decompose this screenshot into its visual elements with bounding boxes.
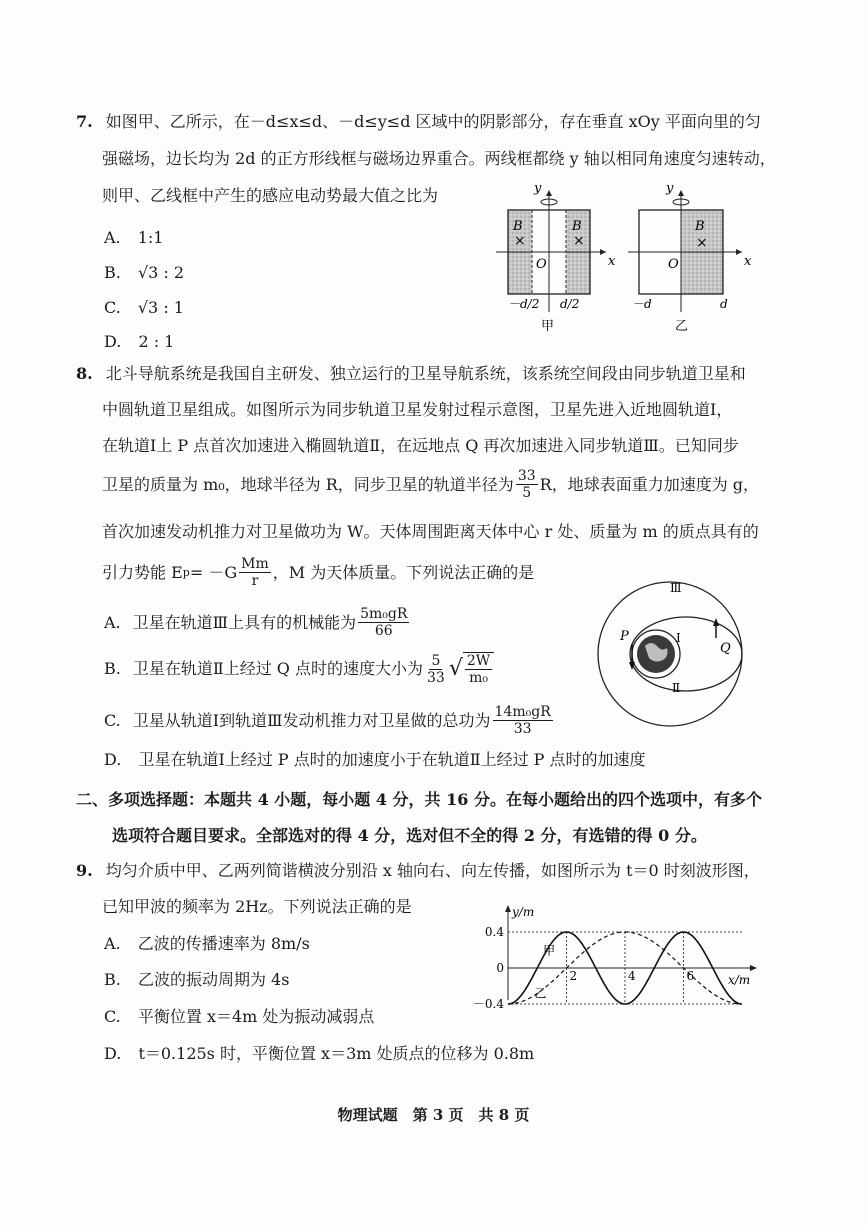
q9-line-2: 已知甲波的频率为 2Hz。下列说法正确的是	[102, 897, 412, 916]
q7-option-d-label: D.	[104, 332, 122, 351]
q8-option-a-den: 66	[374, 623, 393, 640]
orbit3-label: Ⅲ	[670, 581, 682, 595]
q7-line-2: 强磁场，边长均为 2d 的正方形线框与磁场边界重合。两线框都绕 y 轴以相同角速度匀速转动，	[102, 149, 776, 168]
q7-line-1	[76, 114, 761, 130]
q8-option-a-num: 5m₀gR	[360, 606, 408, 622]
q9-option-b-text: 乙波的振动周期为 4s	[137, 970, 290, 989]
jia-cross-left: ×	[514, 233, 526, 249]
q7-option-c-label: C.	[104, 298, 121, 317]
q8-frac6-num: Mm	[241, 556, 269, 572]
q8-line-1	[76, 366, 746, 382]
wave-y-tick: －0.4	[472, 997, 504, 1011]
q8-text-6a: 引力势能 E	[102, 562, 183, 582]
q9-option-a-label: A.	[104, 934, 121, 953]
orbit2-label: Ⅱ	[672, 681, 681, 695]
q8-ep-sub: p	[182, 566, 190, 580]
q8-option-c-den: 33	[513, 721, 532, 738]
q7-option-b[interactable]	[104, 265, 184, 281]
jia-field-label-right: B	[572, 219, 582, 234]
q7-option-a-text: 1:1	[137, 228, 164, 247]
q8-option-a[interactable]	[104, 606, 411, 639]
q8-orbit-radius-fraction	[516, 468, 538, 501]
q8-option-b-text: 卫星在轨道Ⅱ上经过 Q 点时的速度大小为	[132, 659, 424, 679]
yi-left-tick: －d	[632, 297, 652, 311]
q8-option-b-num: 5	[431, 652, 441, 669]
q8-number: 8.	[76, 364, 93, 383]
jia-origin: O	[536, 257, 547, 272]
jia-x-label: x	[608, 254, 616, 269]
q9-text-1: 均匀介质中甲、乙两列简谐横波分别沿 x 轴向右、向左传播，如图所示为 t＝0 时刻波形图，	[105, 861, 760, 880]
jia-y-label: y	[534, 181, 542, 196]
q7-option-b-label: B.	[104, 263, 121, 282]
q9-option-d[interactable]	[104, 1046, 534, 1062]
yi-cross: ×	[696, 235, 708, 251]
q7-option-b-text: √3 : 2	[137, 263, 185, 282]
q9-option-c[interactable]	[104, 1009, 374, 1025]
q9-option-c-label: C.	[104, 1007, 121, 1026]
q8-line-3: 在轨道Ⅰ上 P 点首次加速进入椭圆轨道Ⅱ，在远地点 Q 再次加速进入同步轨道Ⅲ。已知同步	[102, 436, 739, 455]
q8-line-6	[102, 556, 534, 589]
q9-line-1	[76, 863, 760, 879]
q9-option-a[interactable]	[104, 936, 310, 952]
point-q-label: Q	[720, 641, 731, 656]
section2-line-2: 选项符合题目要求。全部选对的得 4 分，选对但不全的得 2 分，有选错的得 0 分。	[112, 826, 707, 845]
wave-x-tick: 4	[628, 969, 636, 983]
q9-option-b[interactable]	[104, 972, 289, 988]
q8-option-d-text: 卫星在轨道Ⅰ上经过 P 点时的加速度小于在轨道Ⅱ上经过 P 点时的加速度	[138, 750, 646, 769]
wave-x-tick: 2	[569, 969, 578, 983]
q8-text-4b: R，地球表面重力加速度为 g，	[539, 474, 760, 494]
yi-caption: 乙	[675, 319, 689, 334]
q7-option-d[interactable]	[104, 334, 174, 350]
jia-left-tick: －d/2	[508, 297, 540, 311]
q8-option-c-fraction	[493, 704, 553, 737]
yi-origin: O	[668, 257, 679, 272]
q8-option-a-fraction	[358, 606, 409, 639]
wave-x-tick: 6	[686, 969, 695, 983]
q8-orbit-figure	[590, 574, 750, 734]
wave-y-tick: 0	[496, 961, 504, 975]
jia-field-label-left: B	[513, 219, 523, 234]
q8-line-4	[102, 468, 759, 501]
q9-option-d-label: D.	[104, 1044, 122, 1063]
yi-y-label: y	[666, 181, 674, 196]
q8-text-6b: ，M 为天体质量。下列说法正确的是	[272, 562, 535, 582]
q8-option-c-num: 14m₀gR	[494, 704, 551, 720]
wave-jia-label: 甲	[543, 943, 556, 958]
q8-potential-fraction	[239, 556, 271, 589]
wave-yi-label: 乙	[534, 986, 547, 1001]
page-footer: 物理试题 第 3 页 共 8 页	[337, 1106, 530, 1124]
q9-option-b-label: B.	[104, 970, 121, 989]
q8-line-2: 中圆轨道卫星组成。如图所示为同步轨道卫星发射过程示意图，卫星先进入近地圆轨道Ⅰ，	[102, 400, 733, 419]
q8-option-b-den: 33	[427, 669, 445, 686]
q7-text-1: 如图甲、乙所示，在－d≤x≤d、－d≤y≤d 区域中的阴影部分，存在垂直 xOy 平面向里的匀	[105, 112, 761, 131]
jia-right-tick: d/2	[560, 297, 580, 311]
jia-caption: 甲	[541, 319, 555, 334]
q8-option-c-text: 卫星从轨道Ⅰ到轨道Ⅲ发动机推力对卫星做的总功为	[132, 710, 491, 730]
q8-frac-num: 33	[517, 468, 536, 484]
q8-text-4a: 卫星的质量为 m₀，地球半径为 R，同步卫星的轨道半径为	[102, 474, 514, 494]
q8-option-c[interactable]	[104, 704, 555, 737]
q8-frac-den: 5	[522, 485, 532, 502]
q7-line-3: 则甲、乙线框中产生的感应电动势最大值之比为	[102, 186, 439, 205]
q9-number: 9.	[76, 861, 93, 880]
q7-option-c-text: √3 : 1	[137, 298, 184, 317]
q8-option-a-label: A.	[104, 612, 121, 632]
q7-number: 7.	[76, 112, 93, 131]
wave-x-label: x/m	[728, 973, 751, 987]
q8-option-d[interactable]	[104, 752, 646, 768]
q8-option-b-sqrt: √ $\frac{2W}{\text{m₀}}$	[449, 652, 494, 686]
q8-option-b[interactable]	[104, 652, 494, 686]
q7-option-a[interactable]	[104, 230, 163, 246]
q8-text-1: 北斗导航系统是我国自主研发、独立运行的卫星导航系统，该系统空间段由同步轨道卫星和	[105, 364, 746, 383]
wave-y-tick: 0.4	[484, 925, 504, 939]
q8-option-d-label: D.	[104, 750, 122, 769]
q7-option-a-label: A.	[104, 228, 121, 247]
orbit1-label: Ⅰ	[676, 631, 681, 645]
q8-option-b-rad-den: m₀	[469, 670, 488, 687]
q9-wave-chart	[470, 900, 770, 1020]
q8-line-5: 首次加速发动机推力对卫星做功为 W。天体周围距离天体中心 r 处、质量为 m 的质点具有的	[102, 522, 759, 541]
q7-option-d-text: 2 : 1	[138, 332, 175, 351]
yi-right-tick: d	[720, 297, 728, 311]
jia-cross-right: ×	[573, 233, 585, 249]
q8-option-b-label: B.	[104, 659, 121, 679]
q8-option-a-text: 卫星在轨道Ⅲ上具有的机械能为	[132, 612, 357, 632]
yi-field-label: B	[695, 219, 705, 234]
q8-text-6-eq: = －G	[189, 562, 238, 582]
q8-option-c-label: C.	[104, 710, 121, 730]
q9-option-a-text: 乙波的传播速率为 8m/s	[137, 934, 310, 953]
q9-option-c-text: 平衡位置 x＝4m 处为振动减弱点	[137, 1007, 375, 1026]
wave-y-label: y/m	[512, 905, 535, 919]
q8-option-b-fraction	[425, 653, 447, 686]
q7-figure-jia	[488, 180, 628, 340]
q8-option-b-rad-num: 2W	[466, 653, 491, 669]
q9-option-d-text: t＝0.125s 时，平衡位置 x＝3m 处质点的位移为 0.8m	[138, 1044, 535, 1063]
q7-option-c[interactable]	[104, 300, 184, 316]
q7-figure-yi	[620, 180, 760, 340]
yi-x-label: x	[744, 254, 752, 269]
section2-title: 二、多项选择题：本题共 4 小题，每小题 4 分，共 16 分。在每小题给出的四个选项中，有多个	[76, 790, 762, 809]
q8-frac6-den: r	[251, 573, 259, 590]
point-p-label: P	[620, 629, 629, 644]
